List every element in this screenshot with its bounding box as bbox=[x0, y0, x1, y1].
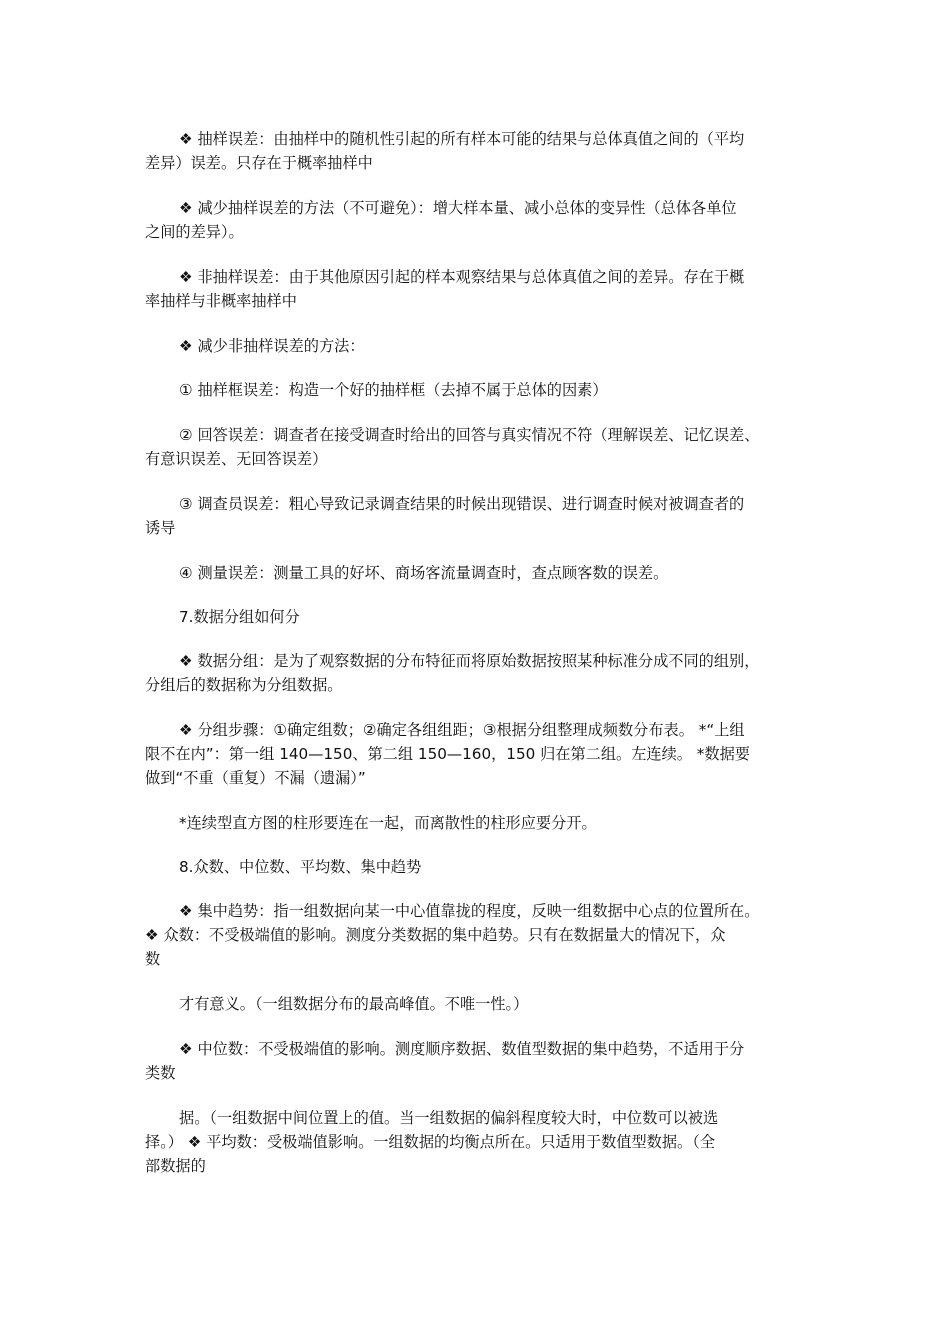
paragraph bbox=[145, 1037, 817, 1085]
paragraph-line: 之间的差异）。 bbox=[145, 223, 244, 241]
paragraph-line: *连续型直方图的柱形要连在一起，而离散性的柱形应要分开。 bbox=[179, 814, 597, 832]
paragraph-line: ② 回答误差：调查者在接受调查时给出的回答与真实情况不符（理解误差、记忆误差、 bbox=[179, 426, 760, 444]
paragraph bbox=[145, 127, 817, 175]
paragraph bbox=[145, 265, 817, 313]
paragraph-line: ❖ 集中趋势：指一组数据向某一中心值靠拢的程度，反映一组数据中心点的位置所在。 bbox=[179, 902, 760, 920]
paragraph-line: 才有意义。（一组数据分布的最高峰值。不唯一性。） bbox=[179, 995, 529, 1013]
paragraph-line: ❖ 众数：不受极端值的影响。测度分类数据的集中趋势。只有在数据量大的情况下，众 bbox=[145, 926, 726, 944]
paragraph-line: ❖ 抽样误差：由抽样中的随机性引起的所有样本可能的结果与总体真值之间的（平均 bbox=[179, 130, 745, 148]
paragraph-line: ③ 调查员误差：粗心导致记录调查结果的时候出现错误、进行调查时候对被调查者的 bbox=[179, 495, 745, 513]
paragraph bbox=[145, 334, 817, 358]
paragraph bbox=[145, 492, 817, 540]
paragraph-line: 差异）误差。只存在于概率抽样中 bbox=[145, 154, 373, 172]
paragraph-line: 择。） ❖ 平均数：受极端值影响。一组数据的均衡点所在。只适用于数值型数据。（全 bbox=[145, 1133, 716, 1151]
paragraph-line: ④ 测量误差：测量工具的好坏、商场客流量调查时，查点顾客数的误差。 bbox=[179, 564, 669, 582]
paragraph-line: 率抽样与非概率抽样中 bbox=[145, 292, 297, 310]
paragraph-line: 数 bbox=[145, 950, 161, 968]
paragraph-line: ① 抽样框误差：构造一个好的抽样框（去掉不属于总体的因素） bbox=[179, 381, 608, 399]
paragraph-line: ❖ 减少非抽样误差的方法： bbox=[179, 337, 365, 355]
paragraph-line: ❖ 数据分组：是为了观察数据的分布特征而将原始数据按照某种标准分成不同的组别， bbox=[179, 652, 760, 670]
paragraph-line: 做到“不重（重复）不漏（遗漏）” bbox=[145, 769, 366, 787]
paragraph-line: 部数据的 bbox=[145, 1157, 206, 1175]
paragraph bbox=[145, 855, 817, 879]
paragraph bbox=[145, 992, 817, 1016]
paragraph-line: ❖ 非抽样误差：由于其他原因引起的样本观察结果与总体真值之间的差异。存在于概 bbox=[179, 268, 745, 286]
paragraph bbox=[145, 718, 817, 790]
paragraph bbox=[145, 811, 817, 835]
paragraph-line: ❖ 分组步骤：①确定组数；②确定各组组距；③根据分组整理成频数分布表。 *“上组 bbox=[179, 721, 745, 739]
paragraph-line: ❖ 减少抽样误差的方法（不可避免）：增大样本量、减小总体的变异性（总体各单位 bbox=[179, 199, 737, 217]
paragraph-line: ❖ 中位数：不受极端值的影响。测度顺序数据、数值型数据的集中趋势，不适用于分 bbox=[179, 1040, 745, 1058]
paragraph-line: 类数 bbox=[145, 1064, 176, 1082]
paragraph bbox=[145, 378, 817, 402]
paragraph-line: 据。（一组数据中间位置上的值。当一组数据的偏斜程度较大时，中位数可以被选 bbox=[179, 1109, 719, 1127]
paragraph-line: 8.众数、中位数、平均数、集中趋势 bbox=[179, 858, 422, 876]
paragraph-line: 分组后的数据称为分组数据。 bbox=[145, 676, 343, 694]
paragraph-line: 7.数据分组如何分 bbox=[179, 608, 300, 626]
paragraph-line: 诱导 bbox=[145, 519, 176, 537]
paragraph bbox=[145, 899, 817, 971]
paragraph bbox=[145, 605, 817, 629]
paragraph bbox=[145, 649, 817, 697]
paragraph-line: 限不在内”：第一组 140—150、第二组 150—160，150 归在第二组。左连续。 *数据要 bbox=[145, 745, 750, 763]
paragraph-line: 有意识误差、无回答误差） bbox=[145, 450, 328, 468]
paragraph bbox=[145, 1106, 817, 1178]
paragraph bbox=[145, 561, 817, 585]
paragraph bbox=[145, 423, 817, 471]
paragraph bbox=[145, 196, 817, 244]
